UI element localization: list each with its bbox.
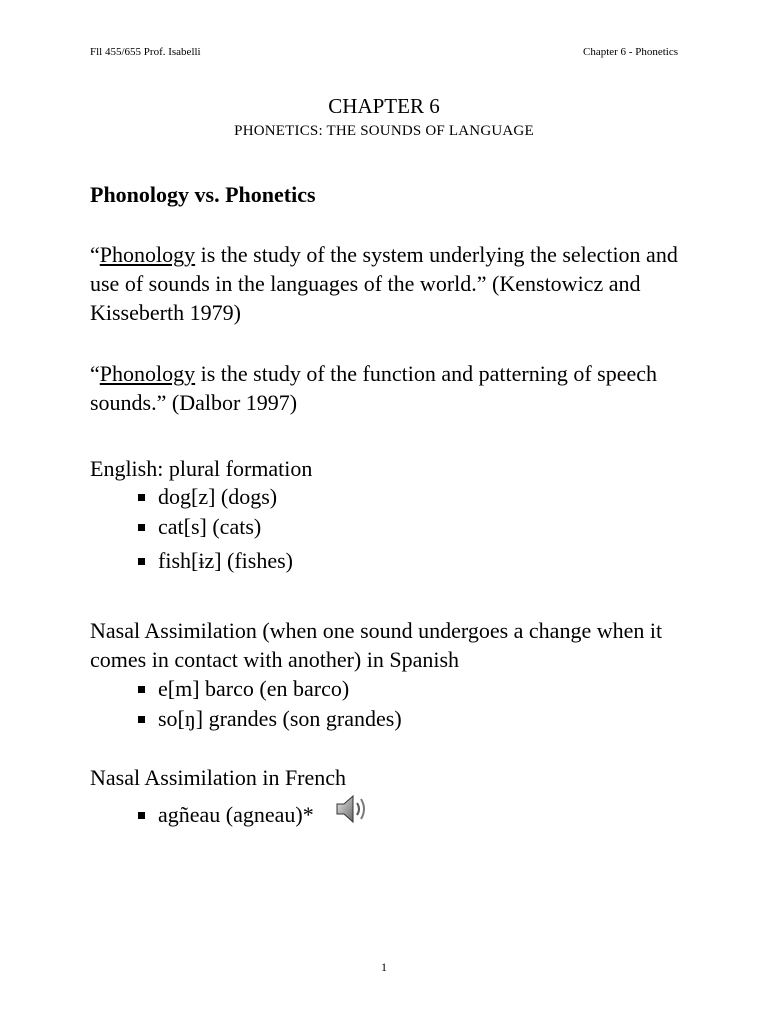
term-phonology: Phonology <box>99 242 196 267</box>
speaker-icon[interactable] <box>334 792 370 826</box>
nasal-spanish-list <box>138 674 402 734</box>
quote-text: is the study of the system underlying the selection and use of sounds in the languages of the world.” (Kenstowicz and Kisseberth 1979) <box>90 242 678 325</box>
nasal-spanish-label: Nasal Assimilation (when one sound undergoes a change when it comes in contact with another) in Spanish <box>90 618 663 672</box>
bullet-icon <box>138 686 145 693</box>
page-number: 1 <box>381 960 387 974</box>
list-item-text: so[ŋ] grandes (son grandes) <box>158 706 402 731</box>
quote-open: “ <box>90 242 100 267</box>
nasal-french-list <box>138 800 314 830</box>
quote-text: is the study of the function and patterning of speech sounds.” (Dalbor 1997) <box>90 361 658 415</box>
list-item-text: dog[z] (dogs) <box>158 484 278 509</box>
list-item <box>138 704 402 734</box>
list-item <box>138 546 293 576</box>
list-item <box>138 674 402 704</box>
list-item <box>138 800 314 830</box>
list-item-text: agñeau (agneau)* <box>158 802 314 827</box>
list-item-text: fish[ɨz] (fishes) <box>158 548 294 573</box>
nasal-french-label: Nasal Assimilation in French <box>90 765 347 790</box>
list-item <box>138 512 293 542</box>
list-item-text: cat[s] (cats) <box>158 514 262 539</box>
bullet-icon <box>138 558 145 565</box>
english-list <box>138 482 293 576</box>
header-left: Fll 455/655 Prof. Isabelli <box>90 46 201 58</box>
chapter-title: CHAPTER 6 <box>328 94 440 118</box>
bullet-icon <box>138 716 145 723</box>
quote-dalbor <box>90 359 690 417</box>
bullet-icon <box>138 494 145 501</box>
chapter-subtitle: PHONETICS: THE SOUNDS OF LANGUAGE <box>234 123 534 139</box>
bullet-icon <box>138 812 145 819</box>
quote-kenstowicz <box>90 240 690 327</box>
bullet-icon <box>138 524 145 531</box>
header-right: Chapter 6 - Phonetics <box>582 46 678 58</box>
quote-open: “ <box>90 361 100 386</box>
section-heading: Phonology vs. Phonetics <box>90 182 316 207</box>
english-label: English: plural formation <box>90 456 313 481</box>
list-item-text: e[m] barco (en barco) <box>158 676 350 701</box>
term-phonology: Phonology <box>99 361 196 386</box>
list-item <box>138 482 293 512</box>
